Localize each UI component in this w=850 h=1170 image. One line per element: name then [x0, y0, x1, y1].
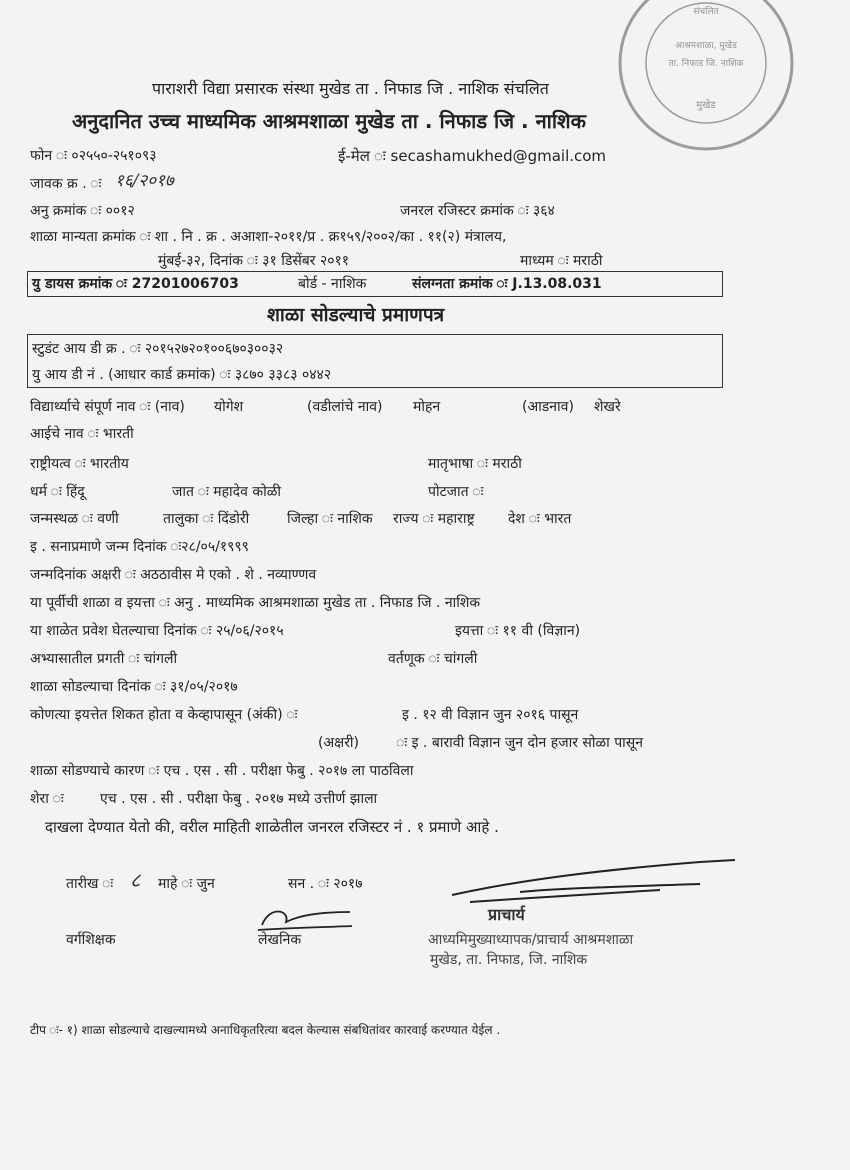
date-day: ८ — [130, 868, 141, 892]
class-studying-words: ः इ . बारावी विज्ञान जुन दोन हजार सोळा पासून — [396, 735, 644, 751]
general-register-number: जनरल रजिस्टर क्रमांक ः ३६४ — [400, 203, 555, 219]
javak-value: १६/२०१७ — [115, 171, 174, 191]
declaration: दाखला देण्यात येतो की, वरील माहिती शाळेतील जनरल रजिस्टर नं . १ प्रमाणे आहे . — [45, 818, 499, 836]
student-name: योगेश — [214, 399, 244, 415]
manyata-line-1: शाळा मान्यता क्रमांक ः शा . नि . क्र . अआशा-२०११/प्र . क्र१५९/२००२/का . ११(२) मंत्रालय, — [30, 229, 507, 245]
email: ई-मेल ः secashamukhed@gmail.com — [338, 147, 607, 165]
country: देश ः भारत — [508, 511, 572, 527]
school-name: अनुदानित उच्च माध्यमिक आश्रमशाळा मुखेड ता . निफाड जि . नाशिक — [72, 109, 586, 133]
leaving-date: शाळा सोडल्याचा दिनांक ः ३१/०५/२०१७ — [30, 679, 238, 695]
admission-class: इयत्ता ः ११ वी (विज्ञान) — [455, 623, 581, 639]
remark-label: शेरा ः — [30, 791, 64, 807]
date-label: तारीख ः — [66, 876, 114, 892]
caste: जात ः महादेव कोळी — [172, 484, 281, 500]
sanstha-name: पाराशरी विद्या प्रसारक संस्था मुखेड ता . निफाड जि . नाशिक संचलित — [152, 79, 549, 98]
date-of-birth: इ . सनाप्रमाणे जन्म दिनांक ः२८/०५/१९९९ — [30, 539, 249, 555]
surname: शेखरे — [594, 399, 621, 415]
date-year: सन . ः २०१७ — [288, 876, 363, 892]
taluka: तालुका ः दिंडोरी — [163, 511, 250, 527]
conduct: वर्तणूक ः चांगली — [388, 651, 478, 667]
mother-tongue: मातृभाषा ः मराठी — [428, 456, 522, 472]
remark: एच . एस . सी . परीक्षा फेबु . २०१७ मध्ये उत्तीर्ण झाला — [100, 791, 378, 807]
date-of-birth-words: जन्मदिनांक अक्षरी ः अठठावीस मे एको . शे . नव्याण्णव — [30, 567, 317, 583]
seal-text-4: मुखेड — [696, 100, 716, 111]
udise-number: यु डायस क्रमांक ः 27201006703 — [32, 276, 239, 292]
anu-kramank: अनु क्रमांक ः ००१२ — [30, 203, 135, 219]
mother-name: आईचे नाव ः भारती — [30, 426, 134, 442]
school-seal — [620, 0, 792, 149]
student-id: स्टुडंट आय डी क्र . ः २०१५२७२०१००६७०३००३२ — [32, 341, 284, 357]
aadhaar-number: यु आय डी नं . (आधार कार्ड क्रमांक) ः ३८७० ३३८३ ०४४२ — [32, 367, 332, 383]
manyata-line-2: मुंबई-३२, दिनांक ः ३१ डिसेंबर २०११ — [158, 253, 350, 269]
clerk-label: लेखनिक — [258, 932, 302, 948]
footnote: टीप ः- १) शाळा सोडल्याचे दाखल्यामध्ये अनाधिकृतरित्या बदल केल्यास संबधितांवर कारवाई करण्यात येईल . — [30, 1023, 501, 1037]
district: जिल्हा ः नाशिक — [287, 511, 373, 527]
father-name: मोहन — [413, 399, 441, 415]
admission-date: या शाळेत प्रवेश घेतल्याचा दिनांक ः २५/०६/२०१५ — [30, 623, 284, 639]
nationality: राष्ट्रीयत्व ः भारतीय — [30, 456, 129, 472]
surname-label: (आडनाव) — [522, 399, 574, 415]
student-name-label: विद्यार्थ्याचे संपूर्ण नाव ः (नाव) — [30, 399, 185, 415]
principal-title: आध्यमिमुख्याध्यापक/प्राचार्य आश्रमशाळा — [428, 932, 634, 948]
class-studying-label: कोणत्या इयत्तेत शिकत होता व केव्हापासून (अंकी) ः — [30, 707, 298, 723]
class-teacher-label: वर्गशिक्षक — [66, 932, 116, 948]
principal-signature — [452, 860, 735, 902]
principal-place: मुखेड, ता. निफाड, जि. नाशिक — [430, 952, 588, 968]
medium: माध्यम ः मराठी — [520, 253, 603, 269]
clerk-signature — [258, 911, 352, 930]
leaving-reason: शाळा सोडण्याचे कारण ः एच . एस . सी . परीक्षा फेबु . २०१७ ला पाठविला — [30, 763, 414, 779]
phone: फोन ः ०२५५०-२५१०९३ — [30, 148, 157, 164]
progress: अभ्यासातील प्रगती ः चांगली — [30, 651, 178, 667]
father-name-label: (वडीलांचे नाव) — [307, 399, 383, 415]
javak-label: जावक क्र . ः — [30, 176, 102, 192]
principal-stamp-label: प्राचार्य — [488, 905, 525, 924]
class-studying-digits: इ . १२ वी विज्ञान जुन २०१६ पासून — [402, 707, 579, 723]
seal-text-2: आश्रमशाळा, मुखेड — [675, 41, 737, 51]
previous-school: या पूर्वीची शाळा व इयत्ता ः अनु . माध्यमिक आश्रमशाळा मुखेड ता . निफाड जि . नाशिक — [30, 595, 481, 611]
state: राज्य ः महाराष्ट्र — [393, 511, 475, 527]
birthplace: जन्मस्थळ ः वणी — [30, 511, 119, 527]
board: बोर्ड - नाशिक — [298, 276, 367, 292]
subcaste: पोटजात ः — [428, 484, 484, 500]
religion: धर्म ः हिंदू — [30, 484, 85, 500]
date-month: माहे ः जुन — [158, 876, 215, 892]
class-studying-words-label: (अक्षरी) — [318, 735, 360, 751]
affiliation-number: संलग्नता क्रमांक ः J.13.08.031 — [412, 276, 602, 292]
certificate-title: शाळा सोडल्याचे प्रमाणपत्र — [267, 304, 445, 326]
seal-text-3: ता. निफाड जि. नाशिक — [668, 59, 744, 69]
seal-text-1: संचलित — [693, 7, 719, 17]
